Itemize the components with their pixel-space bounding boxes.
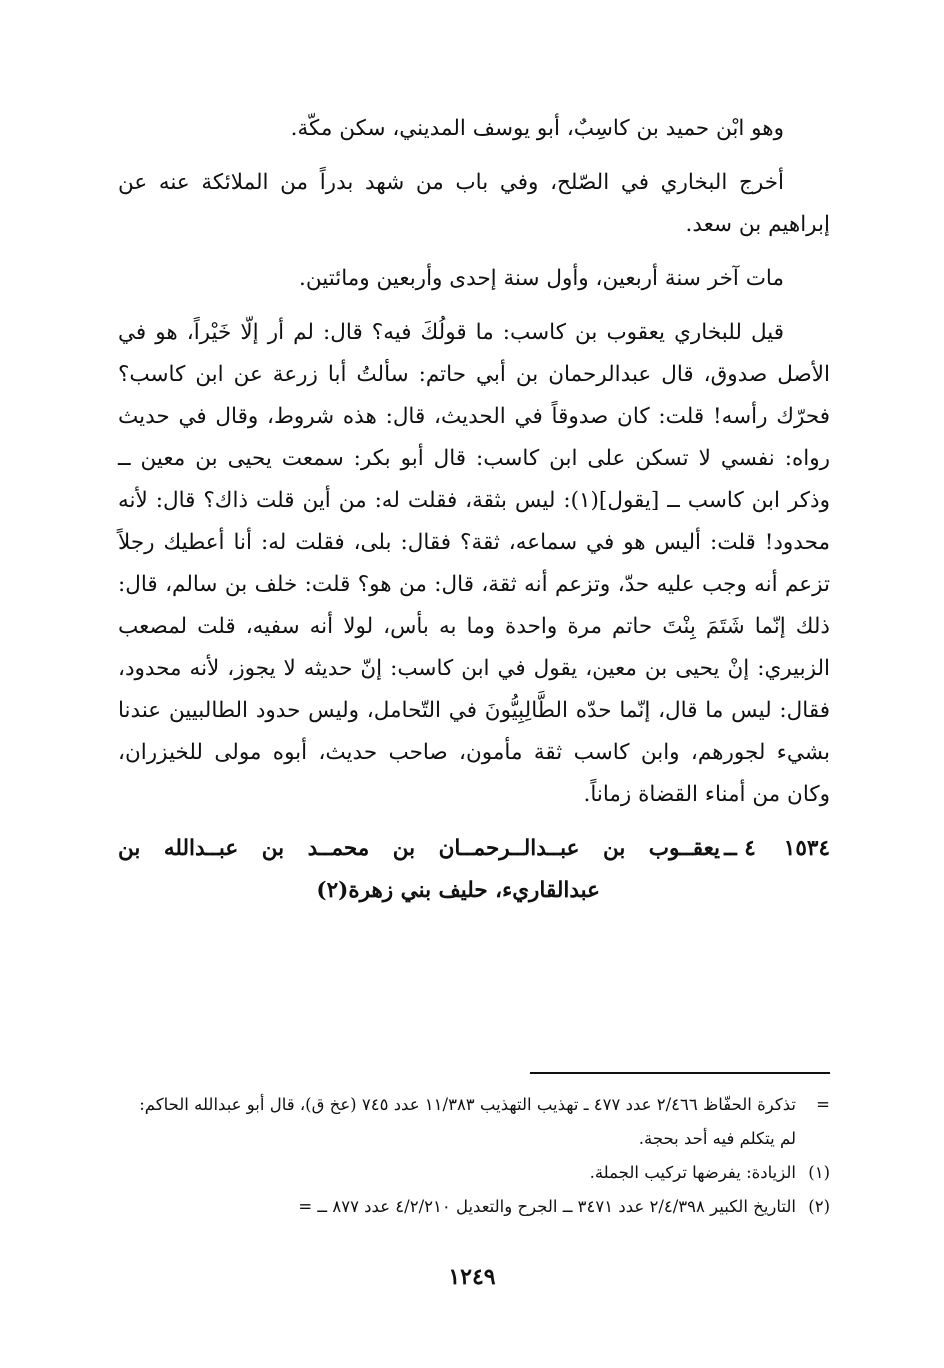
footnote-text: التاريخ الكبير ٢/٤/٣٩٨ عدد ٣٤٧١ ــ الجرح والتعديل ٤/٢/٢١٠ عدد ٨٧٧ ــ =: [298, 1197, 796, 1216]
footnote-mark: =: [816, 1095, 830, 1114]
footnote-1: [118, 1156, 830, 1190]
entry-title: [118, 828, 720, 912]
footnote-text: الزيادة: يفرضها تركيب الجملة.: [589, 1163, 796, 1182]
footnote-divider: [530, 1072, 830, 1074]
paragraph-death-date: مات آخر سنة أربعين، وأول سنة إحدى وأربعين ومائتين.: [299, 266, 784, 291]
main-text: [118, 108, 830, 912]
paragraph-critique: قيل للبخاري يعقوب بن كاسب: ما قولُكَ فيه؟ قال: لم أر إلّا خَيْراً، هو في الأصل صدوق، قال عبدالرحمان بن أبي حاتم: سألتُ أبا زرعة عن ابن كاسب؟ فحرّك رأسه! قلت: كان صدوقاً في الحديث، قال: هذه شروط، وقال في حديث رواه: نفسي لا تسكن على ابن كاسب: قال أبو بكر: سمعت يحيى بن معين ــ وذكر ابن كاسب ــ [يقول](١): ليس بثقة، فقلت له: من أين قلت ذاك؟ قال: لأنه محدود! قلت: أليس هو في سماعه، ثقة؟ فقال: بلى، فقلت له: أنا أعطيك رجلاً تزعم أنه وجب عليه حدّ، وتزعم أنه ثقة، قال: من هو؟ قلت: خلف بن سالم، قال: ذلك إنّما شَتَمَ بِنْتَ حاتم مرة واحدة وما به بأس، لولا أنه سفيه، قلت لمصعب الزبيري: إنْ يحيى بن معين، يقول في ابن كاسب: إنّ حديثه لا يجوز، لأنه محدود، فقال: ليس ما قال، إنّما حدّه الطَّالِبِيُّونَ في التّحامل، وليس حدود الطالبيين عندنا بشيء لجورهم، وابن كاسب ثقة مأمون، صاحب حديث، أبوه مولى للخيزران، وكان من أمناء القضاة زماناً.: [118, 320, 830, 807]
biography-entry-heading: [118, 828, 830, 912]
footnote-continued: [118, 1088, 830, 1156]
footnote-2: [118, 1190, 830, 1224]
paragraph-identity: وهو ابْن حميد بن كاسِبٌ، أبو يوسف المديني، سكن مكّة.: [290, 116, 784, 141]
entry-title-line-2: عبدالقاريء، حليف بني زهرة(٢): [316, 878, 600, 903]
paragraph-bukhari-narration: أخرج البخاري في الصّلح، وفي باب من شهد بدراً من الملائكة عنه عن إبراهيم بن سعد.: [118, 170, 830, 237]
footnote-mark: (٢): [808, 1197, 830, 1216]
footnote-mark: (١): [808, 1163, 830, 1182]
footnote-text: تذكرة الحفّاظ ٢/٤٦٦ عدد ٤٧٧ ـ تهذيب التهذيب ١١/٣٨٣ عدد ٧٤٥ (عخ ق)، قال أبو عبدالله الحاكم: لم يتكلم فيه أحد بحجة.: [139, 1095, 796, 1148]
footnotes: [118, 1088, 830, 1224]
page-number: ١٢٤٩: [448, 1264, 496, 1290]
entry-number: ١٥٣٤: [783, 836, 830, 861]
entry-title-line-1: يعقــوب بن عبــدالــرحمــان بن محمــد بن عبــدالله بن: [118, 836, 720, 861]
entry-sub-number: ٤ ــ: [724, 836, 756, 861]
